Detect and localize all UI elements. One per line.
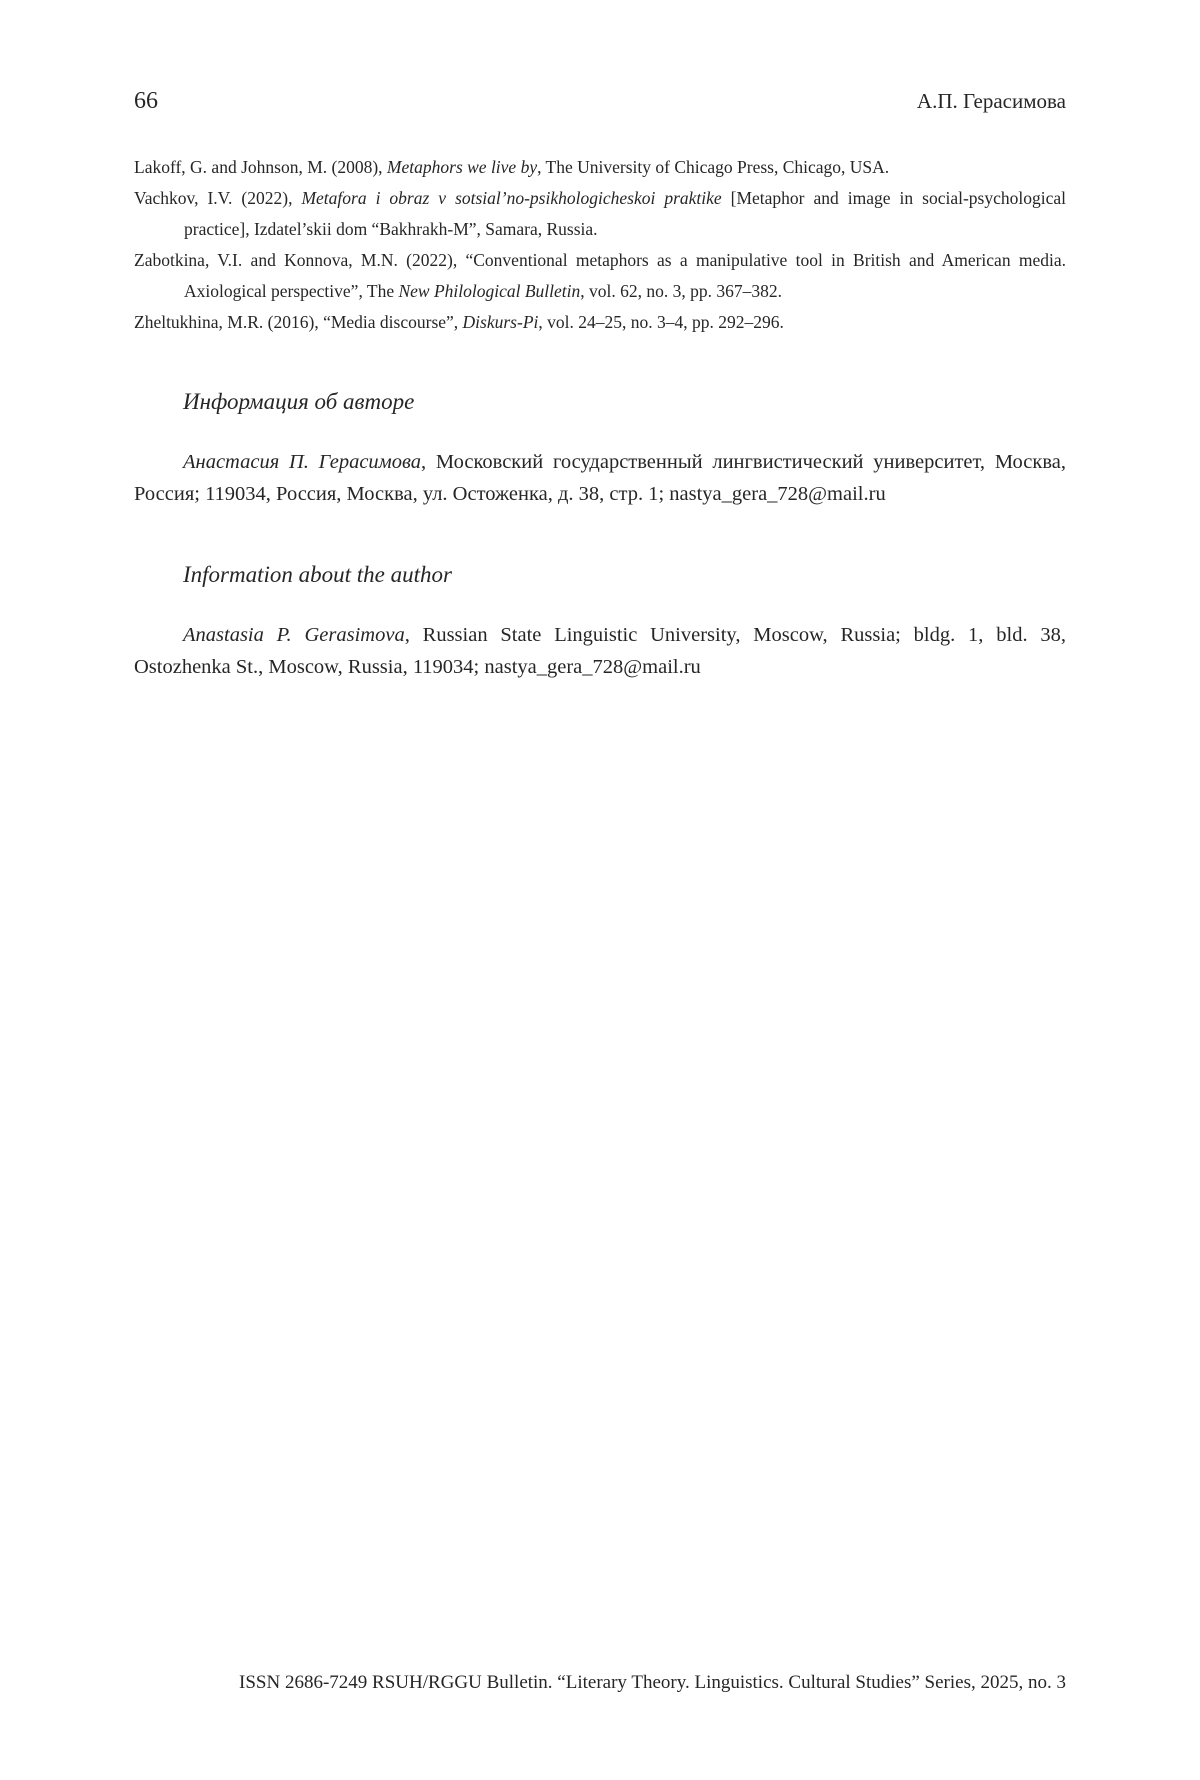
- author-name-en: Anastasia P. Gerasimova: [183, 624, 405, 646]
- reference-item: Vachkov, I.V. (2022), Metafora i obraz v sotsial’no-psikhologicheskoi praktike [Metaphor and image in social-psychological practice], Izdatel’skii dom “Bakhrakh-M”, Samara, Russia.: [134, 188, 1066, 239]
- reference-item: Zheltukhina, M.R. (2016), “Media discourse”, Diskurs-Pi, vol. 24–25, no. 3–4, pp. 292–296.: [134, 312, 784, 332]
- page-footer: ISSN 2686-7249 RSUH/RGGU Bulletin. “Literary Theory. Linguistics. Cultural Studies” Series, 2025, no. 3: [239, 1672, 1066, 1693]
- page-number: 66: [134, 88, 158, 114]
- author-info-ru: Анастасия П. Герасимова, Московский государственный лингвистический университет, Москва, Россия; 119034, Россия, Москва, ул. Остоженка, д. 38, стр. 1; nastya_gera_728@mail.ru: [134, 451, 1066, 505]
- reference-item: Lakoff, G. and Johnson, M. (2008), Metaphors we live by, The University of Chicago Press, Chicago, USA.: [134, 157, 890, 177]
- running-head: А.П. Герасимова: [916, 89, 1066, 113]
- author-info-en-title: Information about the author: [183, 562, 452, 587]
- reference-list: [134, 152, 1066, 338]
- reference-item: Zabotkina, V.I. and Konnova, M.N. (2022), “Conventional metaphors as a manipulative tool in British and American media. Axiological perspective”, The New Philological Bulletin, vol. 62, no. 3, pp. 367–382.: [134, 250, 1066, 301]
- page-header: [134, 88, 1066, 115]
- author-info-en: Anastasia P. Gerasimova, Russian State Linguistic University, Moscow, Russia; bldg. 1, bld. 38, Ostozhenka St., Moscow, Russia, 119034; nastya_gera_728@mail.ru: [134, 624, 1067, 678]
- author-name-ru: Анастасия П. Герасимова: [183, 451, 422, 473]
- author-info-ru-title: Информация об авторе: [183, 389, 415, 414]
